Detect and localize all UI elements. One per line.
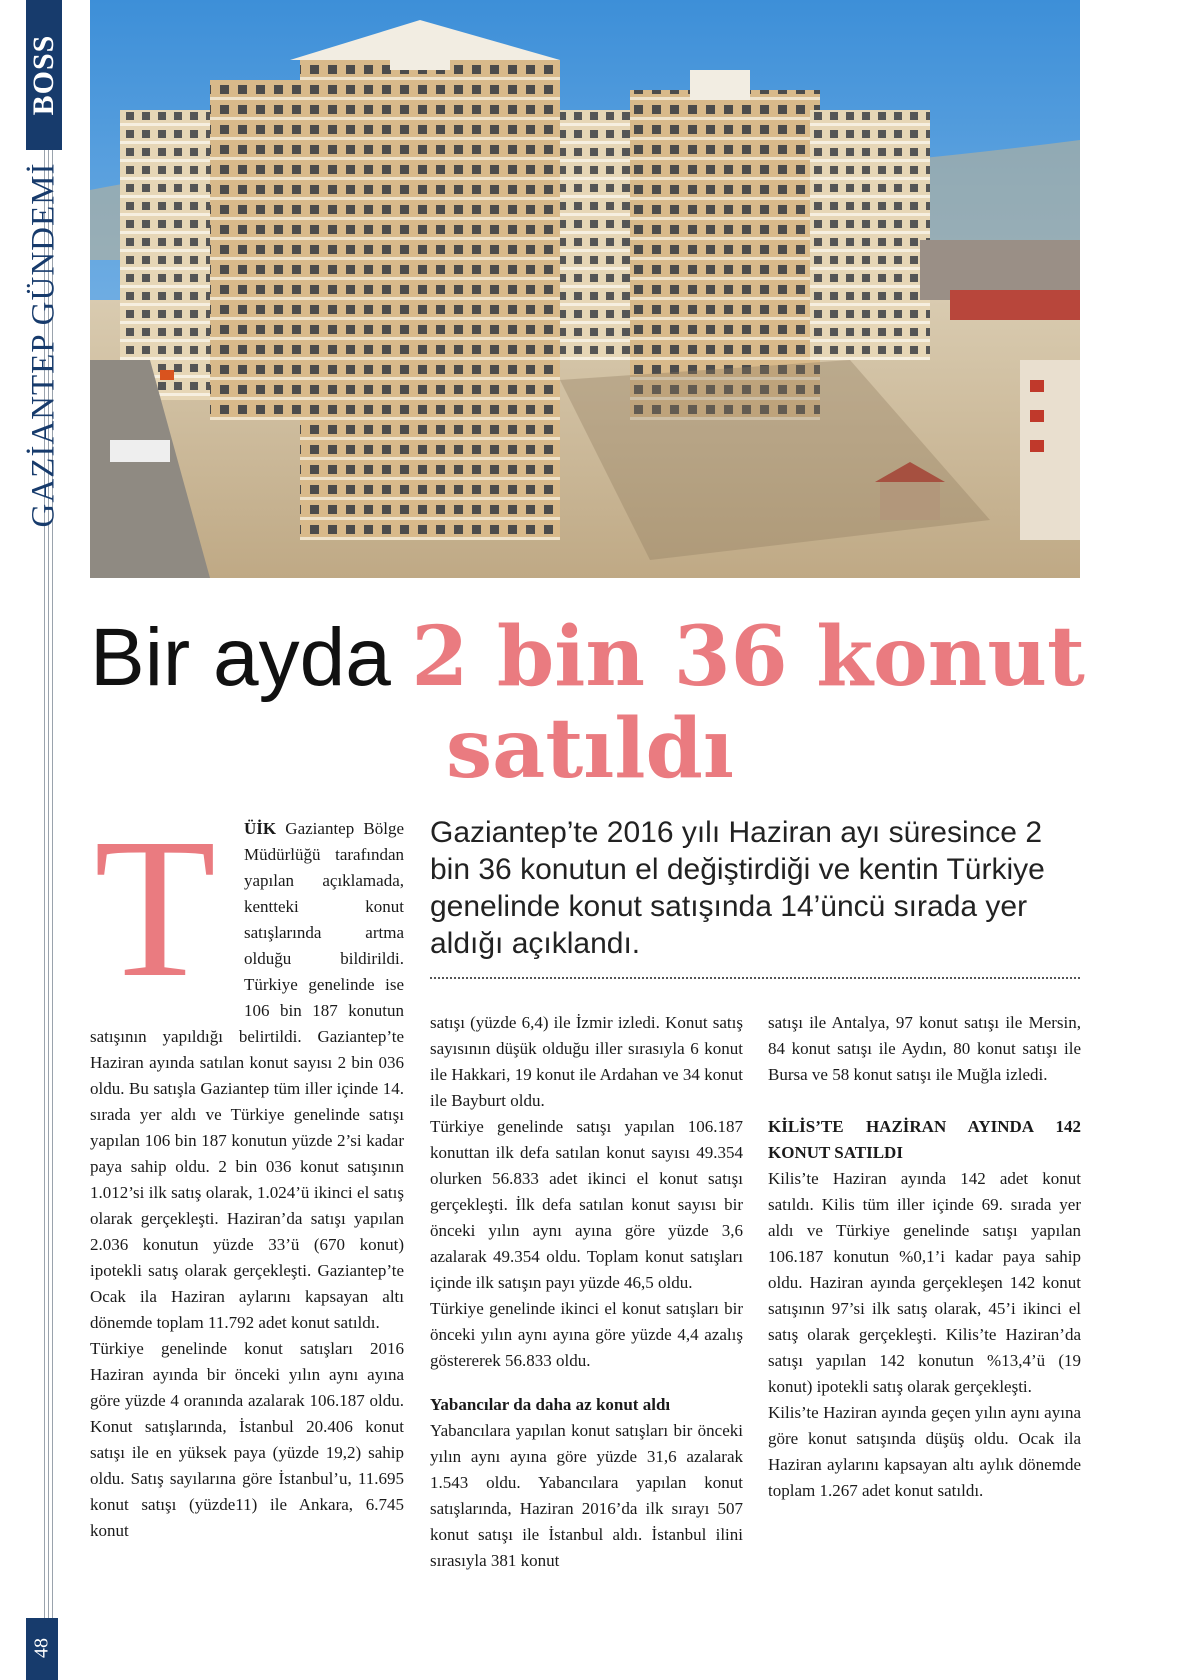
standfirst: Gaziantep’te 2016 yılı Haziran ayı süresince 2 bin 36 konutun el değiştirdiği ve kentin Türkiye genelinde konut satışında 14’üncü sırada yer aldığı açıklandı. xyxy=(430,816,1045,960)
paragraph: Türkiye genelinde satışı yapılan 106.187 konuttan ilk defa satılan konut sayısı 49.354 olurken 56.833 adet ikinci el konut satışı gerçekleşti. İlk defa satılan konut sayısı bir önceki yılın aynı ayına göre yüzde 3,6 azalarak 49.354 oldu. Toplam konut satışları içinde ilk satışın payı yüzde 46,5 oldu. xyxy=(430,1117,743,1292)
paragraph: Kilis’te Haziran ayında geçen yılın aynı ayına göre konut satışında düşüş oldu. Ocak ila Haziran aylarını kapsayan altı aylık dönemde toplam 1.267 adet konut satıldı. xyxy=(768,1403,1081,1500)
headline xyxy=(90,609,1085,797)
lead-strong: ÜİK xyxy=(244,819,277,838)
subheading-kilis: KİLİS’TE HAZİRAN AYINDA 142 KONUT SATILDI xyxy=(768,1117,1081,1162)
article-column-1 xyxy=(90,798,404,1544)
paragraph: satışı (yüzde 6,4) ile İzmir izledi. Konut satış sayısının düşük olduğu iller sırasıyla 6 konut ile Hakkari, 19 konut ile Ardahan ve 34 konut ile Bayburt oldu. xyxy=(430,1013,743,1110)
paragraph: Türkiye genelinde konut satışları 2016 Haziran ayında bir önceki yılın aynı ayına göre yüzde 4 oranında azalarak 106.187 oldu. Konut satışlarında, İstanbul 20.406 konut satışı ile en yüksek paya (yüzde 19,2) sahip oldu. Satış sayılarına göre İstanbul’u, 11.695 konut satışı (yüzde11) ile Ankara, 6.745 konut xyxy=(90,1339,404,1540)
paragraph: satışı ile Antalya, 97 konut satışı ile Mersin, 84 konut satışı ile Aydın, 80 konut satışı ile Bursa ve 58 konut satışı ile Muğla izledi. xyxy=(768,1013,1081,1084)
section-label: GAZİANTEP GÜNDEMİ xyxy=(25,162,62,528)
headline-accent-1: 2 bin 36 konut xyxy=(411,609,1085,705)
article-column-2 xyxy=(430,1010,743,1574)
drop-cap: T xyxy=(94,798,217,1019)
article-column-3 xyxy=(768,1010,1081,1504)
page-number: 48 xyxy=(30,1638,53,1658)
dotted-divider xyxy=(430,977,1080,979)
headline-accent-2: satıldı xyxy=(446,701,734,797)
subheading: Yabancılar da daha az konut aldı xyxy=(430,1395,671,1414)
paragraph: Yabancılara yapılan konut satışları bir önceki yılın aynı ayına göre yüzde 31,6 azalarak 1.543 oldu. Yabancılara yapılan konut satışlarında, Haziran 2016’da ilk sırayı 507 konut satışı ile İstanbul aldı. İstanbul ilini sırasıyla 381 konut xyxy=(430,1421,743,1570)
lead-text: Gaziantep Bölge Müdürlüğü tarafından yapılan açıklamada, kentteki konut satışlarında artma olduğu bildirildi. Türkiye genelinde ise 106 bin 187 konutun satışının yapıldığı belirtildi. Gaziantep’te Haziran ayında satılan konut sayısı 2 bin 036 oldu. Bu satışla Gaziantep tüm iller içinde 14. sırada yer aldı ve Türkiye genelinde satışı yapılan 106 bin 187 konutun yüzde 2’si kadar paya sahip oldu. 2 bin 036 konut satışının 1.012’si ilk satış olarak, 1.024’ü ikinci el satış olarak gerçekleşti. Haziran’da satışı yapılan 2.036 konutun yüzde 33’ü (670 konut) ipotekli satış olarak gerçekleşti. Gaziantep’te Ocak ila Haziran aylarını kapsayan altı dönemde toplam 11.792 adet konut satıldı. xyxy=(90,819,404,1332)
paragraph: Kilis’te Haziran ayında 142 adet konut satıldı. Kilis tüm iller içinde 69. sırada yer aldı ve Türkiye genelinde satışı yapılan 106.187 konutun %0,1’i kadar paya sahip oldu. Haziran ayında gerçekleşen 142 konut satışının 97’si ilk satış olarak, 45’i ikinci el satış olarak gerçekleşti. Kilis’te Haziran’da satışı yapılan 142 konutun %13,4’ü (19 konut) ipotekli satış olarak gerçekleşti. xyxy=(768,1169,1081,1396)
housing-towers-photo xyxy=(90,0,1080,578)
magazine-logo: BOSS xyxy=(27,34,60,116)
paragraph: Türkiye genelinde ikinci el konut satışları bir önceki yılın aynı ayına göre yüzde 4,4 azalış göstererek 56.833 oldu. xyxy=(430,1299,743,1370)
headline-plain: Bir ayda xyxy=(90,612,391,703)
lead-paragraph xyxy=(90,798,404,1336)
